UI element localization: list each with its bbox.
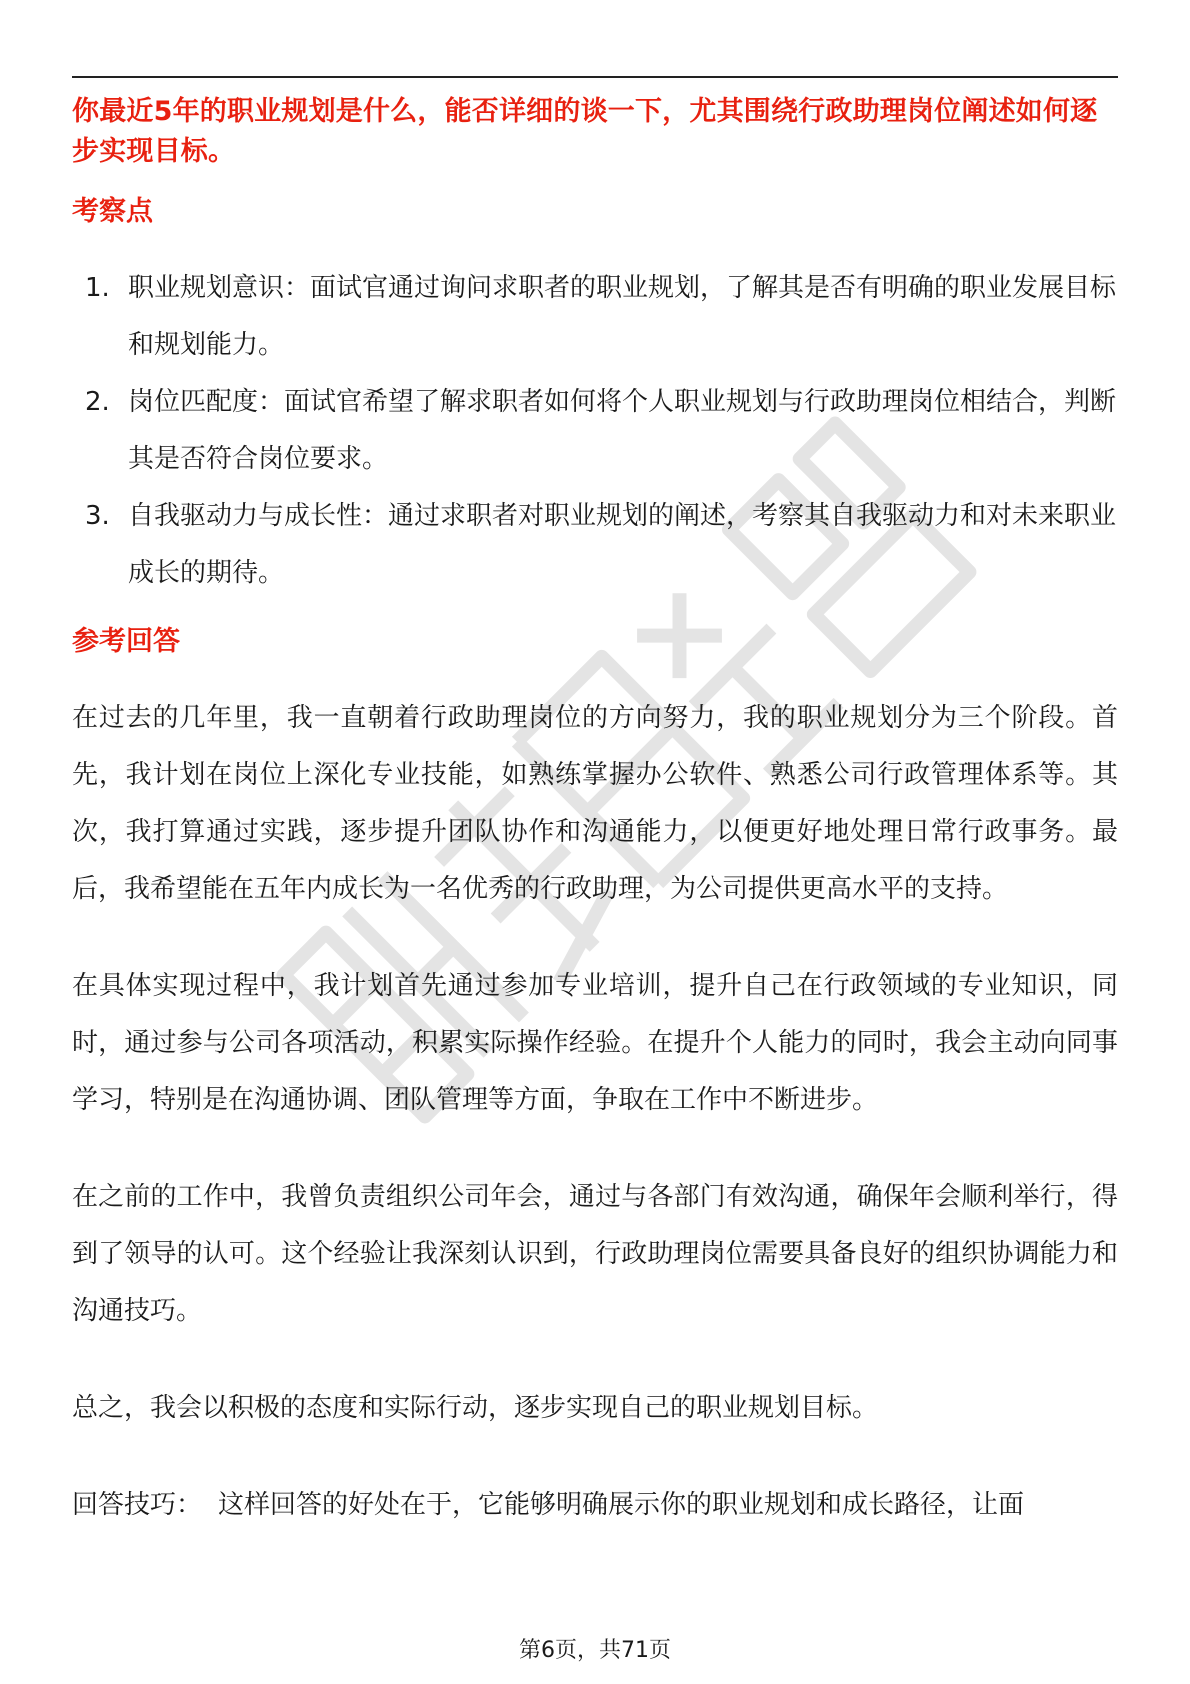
answer-paragraph: 在具体实现过程中，我计划首先通过参加专业培训，提升自己在行政领域的专业知识，同时，通过参与公司各项活动，积累实际操作经验。在提升个人能力的同时，我会主动向同事学习，特别是在沟通协调、团队管理等方面，争取在工作中不断进步。 (72, 971, 1118, 1115)
tips-text: 这样回答的好处在于，它能够明确展示你的职业规划和成长路径，让面 (218, 1490, 1025, 1520)
top-divider (72, 76, 1118, 78)
answer-paragraph: 总之，我会以积极的态度和实际行动，逐步实现自己的职业规划目标。 (72, 1393, 879, 1423)
question-title: 你最近5年的职业规划是什么，能否详细的谈一下，尤其围绕行政助理岗位阐述如何逐步实现目标。 (72, 96, 1098, 167)
list-item-number: 2. (85, 387, 110, 417)
list-item (72, 374, 1118, 488)
list-item-number: 1. (85, 273, 110, 303)
list-item-number: 3. (85, 501, 110, 531)
document-body (72, 92, 1118, 1534)
list-item (72, 260, 1118, 374)
section-heading-answer: 参考回答 (72, 626, 180, 657)
section-heading-points: 考察点 (72, 196, 153, 227)
tips-label: 回答技巧： (72, 1490, 203, 1520)
answer-paragraph: 在过去的几年里，我一直朝着行政助理岗位的方向努力，我的职业规划分为三个阶段。首先，我计划在岗位上深化专业技能，如熟练掌握办公软件、熟悉公司行政管理体系等。其次，我打算通过实践，逐步提升团队协作和沟通能力，以便更好地处理日常行政事务。最后，我希望能在五年内成长为一名优秀的行政助理，为公司提供更高水平的支持。 (72, 703, 1118, 904)
page-number-footer: 第6页，共71页 (519, 1638, 671, 1663)
answer-paragraph: 在之前的工作中，我曾负责组织公司年会，通过与各部门有效沟通，确保年会顺利举行，得到了领导的认可。这个经验让我深刻认识到，行政助理岗位需要具备良好的组织协调能力和沟通技巧。 (72, 1182, 1118, 1326)
list-item (72, 488, 1118, 602)
answer-tips (72, 1477, 1118, 1534)
list-item-text: 职业规划意识：面试官通过询问求职者的职业规划，了解其是否有明确的职业发展目标和规划能力。 (128, 273, 1117, 360)
list-item-text: 岗位匹配度：面试官希望了解求职者如何将个人职业规划与行政助理岗位相结合，判断其是否符合岗位要求。 (128, 387, 1117, 474)
points-list (72, 260, 1118, 602)
list-item-text: 自我驱动力与成长性：通过求职者对职业规划的阐述，考察其自我驱动力和对未来职业成长的期待。 (128, 501, 1117, 588)
